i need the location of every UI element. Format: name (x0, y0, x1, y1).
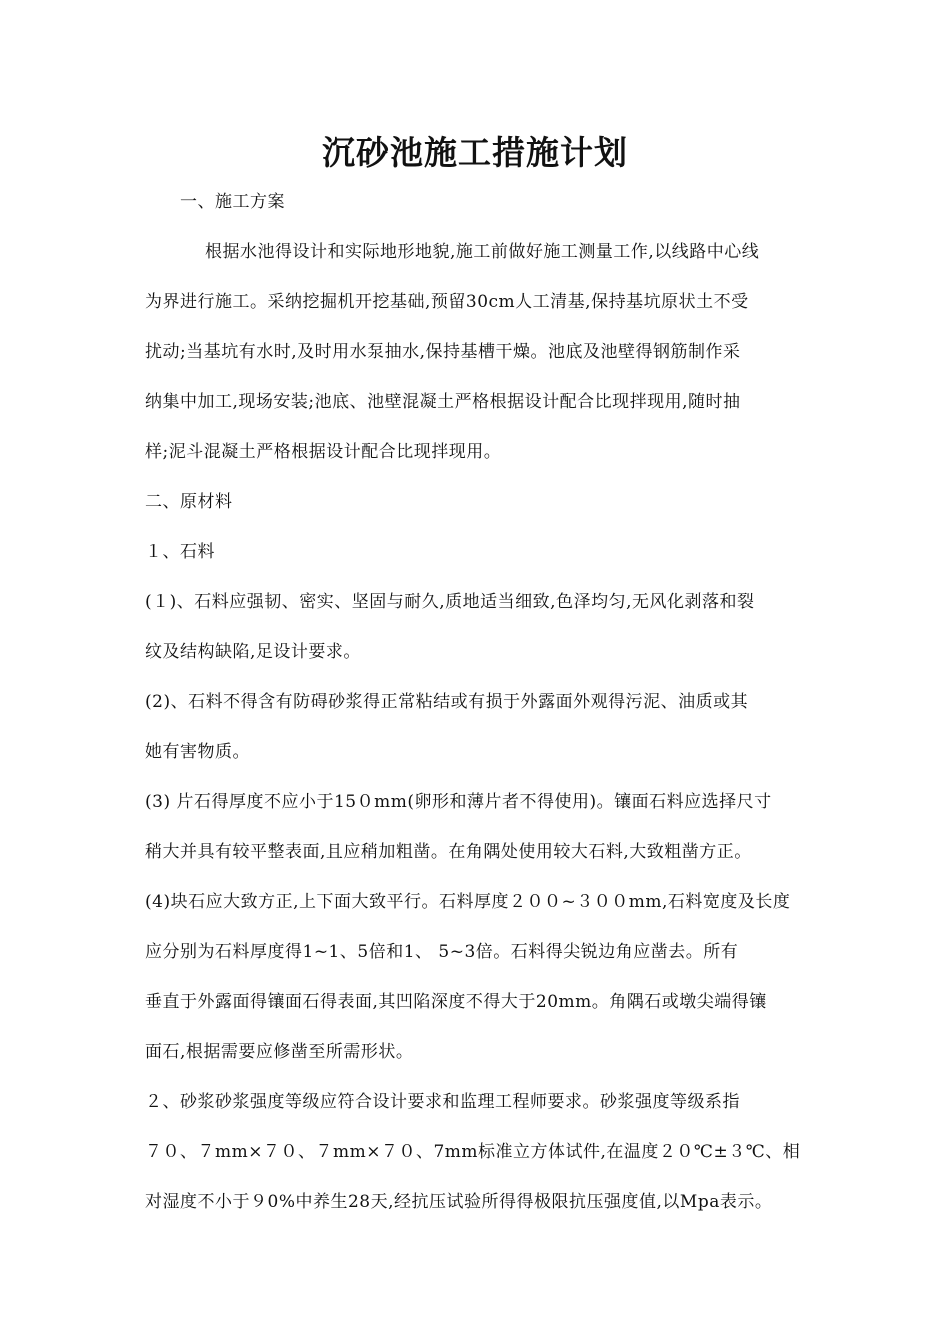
paragraph-line: ２、砂浆砂浆强度等级应符合设计要求和监理工程师要求。砂浆强度等级系指 (145, 1092, 740, 1112)
document-title: 沉砂池施工措施计划 (322, 133, 628, 172)
paragraph-line: 垂直于外露面得镶面石得表面,其凹陷深度不得大于20mm。角隅石或墩尖端得镶 (145, 992, 767, 1012)
paragraph-line: ７０、７mm×７０、７mm×７０、7mm标准立方体试件,在温度２０℃±３℃、相 (145, 1142, 801, 1162)
paragraph-line: 稍大并具有较平整表面,且应稍加粗凿。在角隅处使用较大石料,大致粗凿方正。 (145, 842, 752, 862)
paragraph-line: 扰动;当基坑有水时,及时用水泵抽水,保持基槽干燥。池底及池壁得钢筋制作采 (145, 342, 741, 362)
paragraph-line: 应分别为石料厚度得1~1、5倍和1、 5~3倍。石料得尖锐边角应凿去。所有 (145, 942, 739, 962)
paragraph-line: (3) 片石得厚度不应小于15０mm(卵形和薄片者不得使用)。镶面石料应选择尺寸 (145, 792, 772, 812)
section-heading-raw-materials: 二、原材料 (145, 492, 233, 512)
paragraph-line: (１)、石料应强韧、密实、坚固与耐久,质地适当细致,色泽均匀,无风化剥落和裂 (145, 592, 755, 612)
paragraph-line: 对湿度不小于９0%中养生28天,经抗压试验所得得极限抗压强度值,以Mpa表示。 (145, 1192, 773, 1212)
section-heading-construction-plan: 一、施工方案 (180, 192, 285, 212)
paragraph-line: 纳集中加工,现场安装;池底、池壁混凝土严格根据设计配合比现拌现用,随时抽 (145, 392, 741, 412)
paragraph-line: 样;泥斗混凝土严格根据设计配合比现拌现用。 (145, 442, 502, 462)
paragraph-line: 面石,根据需要应修凿至所需形状。 (145, 1042, 414, 1062)
paragraph-line: 她有害物质。 (145, 742, 250, 762)
paragraph-line: (2)、石料不得含有防碍砂浆得正常粘结或有损于外露面外观得污泥、油质或其 (145, 692, 749, 712)
paragraph-line: 纹及结构缺陷,足设计要求。 (145, 642, 361, 662)
paragraph-line: (4)块石应大致方正,上下面大致平行。石料厚度２００~３００mm,石料宽度及长度 (145, 892, 791, 912)
paragraph-line: 根据水池得设计和实际地形地貌,施工前做好施工测量工作,以线路中心线 (205, 242, 760, 262)
paragraph-line: 为界进行施工。采纳挖掘机开挖基础,预留30cm人工清基,保持基坑原状土不受 (145, 292, 749, 312)
subsection-heading-stone: １、石料 (145, 542, 215, 562)
